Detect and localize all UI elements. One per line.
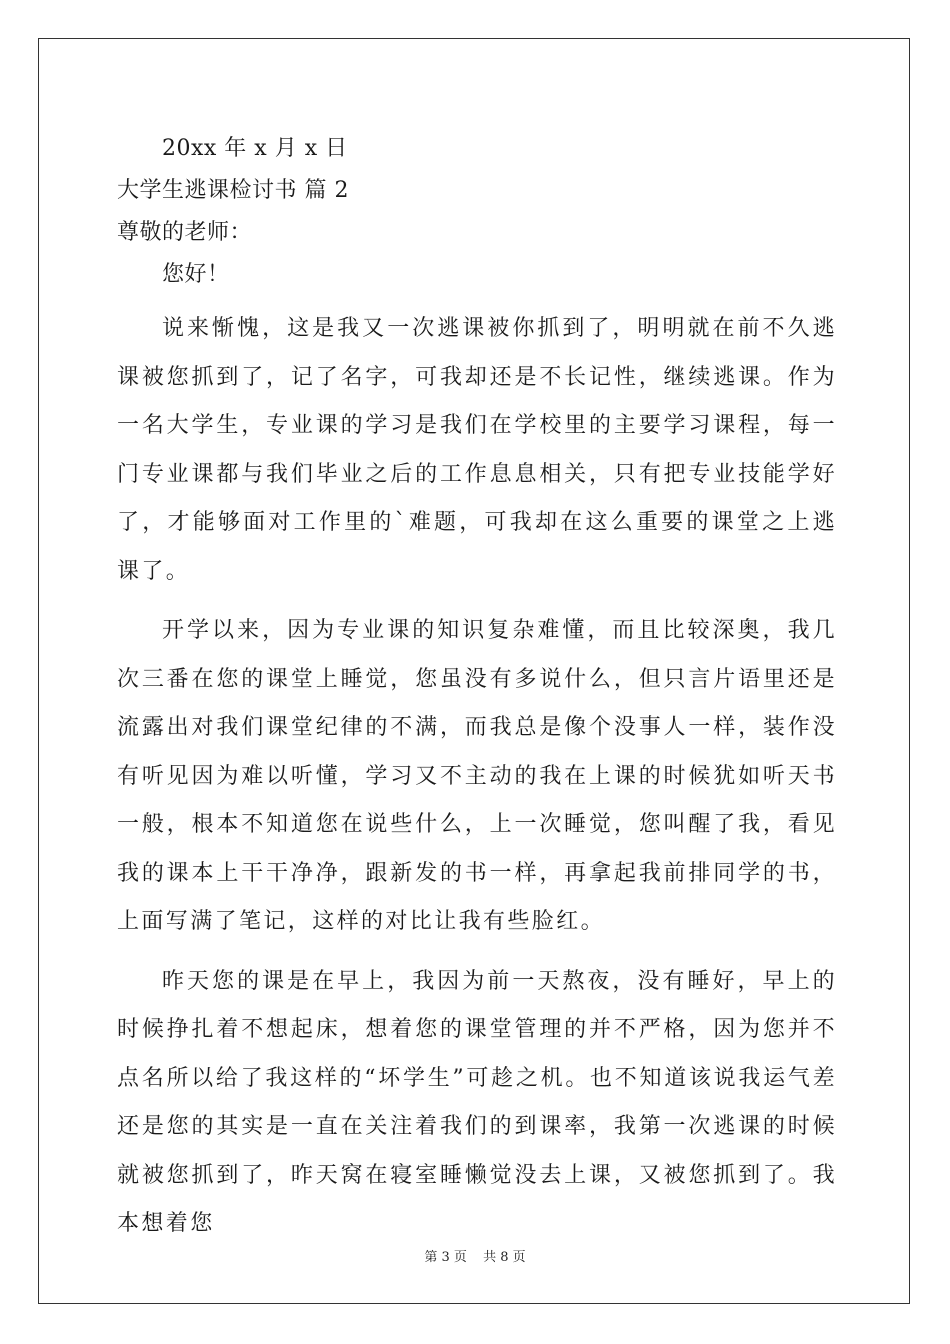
- document-body: [117, 130, 837, 1249]
- paragraph-3: 昨天您的课是在早上，我因为前一天熬夜，没有睡好，早上的时候挣扎着不想起床，想着您的课堂管理的并不严格，因为您并不点名所以给了我这样的“坏学生”可趁之机。也不知道该说我运气差还是您的其实是一直在关注着我们的到课率，我第一次逃课的时候就被您抓到了，昨天窝在寝室睡懒觉没去上课，又被您抓到了。我本想着您: [117, 968, 837, 1236]
- page-number: 第 3 页: [424, 1250, 467, 1265]
- paragraph-2: 开学以来，因为专业课的知识复杂难懂，而且比较深奥，我几次三番在您的课堂上睡觉，您虽没有多说什么，但只言片语里还是流露出对我们课堂纪律的不满，而我总是像个没事人一样，装作没有听见因为难以听懂，学习又不主动的我在上课的时候犹如听天书一般，根本不知道您在说些什么，上一次睡觉，您叫醒了我，看见我的课本上干干净净，跟新发的书一样，再拿起我前排同学的书，上面写满了笔记，这样的对比让我有些脸红。: [117, 618, 837, 934]
- page-footer: [0, 1246, 950, 1265]
- date-line: 20xx 年 x 月 x 日: [162, 136, 348, 161]
- document-heading: 大学生逃课检讨书 篇 2: [117, 178, 349, 203]
- salutation: 尊敬的老师：: [117, 220, 253, 245]
- paragraph-1: 说来惭愧，这是我又一次逃课被你抓到了，明明就在前不久逃课被您抓到了，记了名字，可我却还是不长记性，继续逃课。作为一名大学生，专业课的学习是我们在学校里的主要学习课程，每一门专业课都与我们毕业之后的工作息息相关，只有把专业技能学好了，才能够面对工作里的`难题，可我却在这么重要的课堂之上逃课了。: [117, 316, 837, 584]
- page-total: 共 8 页: [483, 1250, 526, 1265]
- greeting: 您好！: [162, 262, 230, 287]
